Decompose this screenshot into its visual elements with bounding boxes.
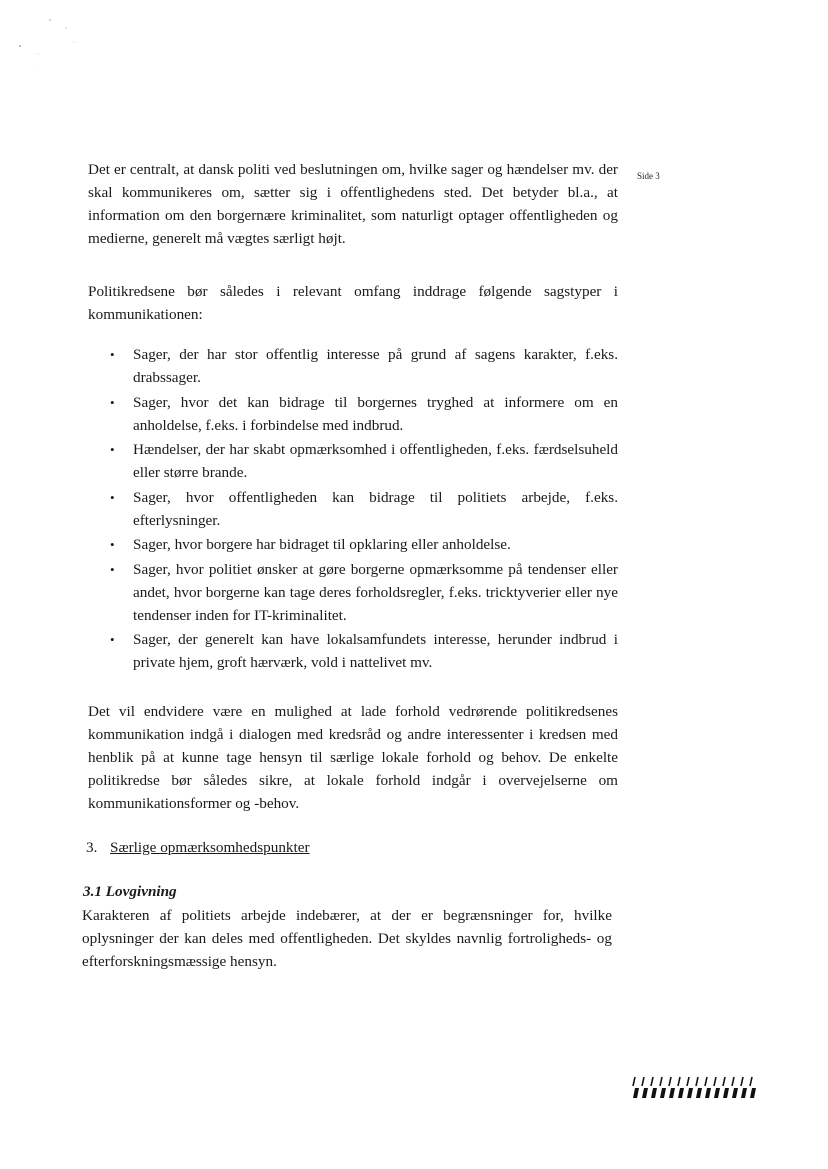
- list-item: • Sager, hvor borgere har bidraget til opklaring eller anholdelse.: [108, 533, 618, 556]
- list-item: • Sager, hvor politiet ønsker at gøre borgerne opmærksomme på tendenser eller andet, hvor borgerne kan tage deres forholdsregler, f.eks. tricktyverier eller nye tendenser inden for IT-kriminalitet.: [108, 558, 618, 627]
- section-number: 3.: [86, 839, 98, 856]
- section-title: Særlige opmærksomhedspunkter: [110, 839, 310, 856]
- list-item: • Sager, hvor det kan bidrage til borgernes tryghed at informere om en anholdelse, f.eks. i forbindelse med indbrud.: [108, 391, 618, 437]
- bullet-icon: •: [110, 537, 115, 552]
- list-item: • Sager, der har stor offentlig interesse på grund af sagens karakter, f.eks. drabssager.: [108, 343, 618, 389]
- subsection-title: 3.1 Lovgivning: [83, 883, 177, 900]
- list-item: • Sager, hvor offentligheden kan bidrage til politiets arbejde, f.eks. efterlysninger.: [108, 486, 618, 532]
- bullet-icon: •: [110, 632, 115, 647]
- dialogue-paragraph: Det vil endvidere være en mulighed at lade forhold vedrørende politikredsenes kommunikation indgå i dialogen med kredsråd og andre interessenter i kredsen med henblik på at kunne tage hensyn til særlige lokale forhold og behov. De enkelte politikredse bør således sikre, at lokale forhold indgår i overvejelserne om kommunikationsformer og -behov.: [88, 703, 618, 812]
- bullet-icon: •: [110, 561, 115, 577]
- legislation-paragraph: Karakteren af politiets arbejde indebærer, at der er begrænsninger for, hvilke oplysninger der kan deles med offentligheden. Det skyldes navnlig fortroligheds- og efterforskningsmæssige hensyn.: [82, 907, 612, 970]
- bullet-icon: •: [110, 347, 115, 362]
- scan-specks: [14, 14, 84, 74]
- case-types-paragraph: Politikredsene bør således i relevant omfang inddrage følgende sagstyper i kommunikationen:: [88, 283, 618, 323]
- section-heading: [86, 836, 310, 859]
- case-types-list: [108, 343, 618, 676]
- bullet-icon: •: [110, 442, 115, 457]
- bullet-icon: •: [110, 489, 115, 505]
- barcode-mark: [629, 1075, 759, 1099]
- list-item: • Sager, der generelt kan have lokalsamfundets interesse, herunder indbrud i private hjem, groft hærværk, vold i nattelivet mv.: [108, 628, 618, 674]
- intro-paragraph: Det er centralt, at dansk politi ved beslutningen om, hvilke sager og hændelser mv. der skal kommunikeres om, sætter sig i offentlighedens sted. Det betyder bl.a., at information om den borgernære kriminalitet, som naturligt optager offentligheden og medierne, generelt må vægtes særligt højt.: [88, 161, 618, 247]
- page-number-label: Side 3: [637, 171, 660, 181]
- bullet-icon: •: [110, 394, 115, 410]
- list-item: • Hændelser, der har skabt opmærksomhed i offentligheden, f.eks. færdselsuheld eller større brande.: [108, 438, 618, 484]
